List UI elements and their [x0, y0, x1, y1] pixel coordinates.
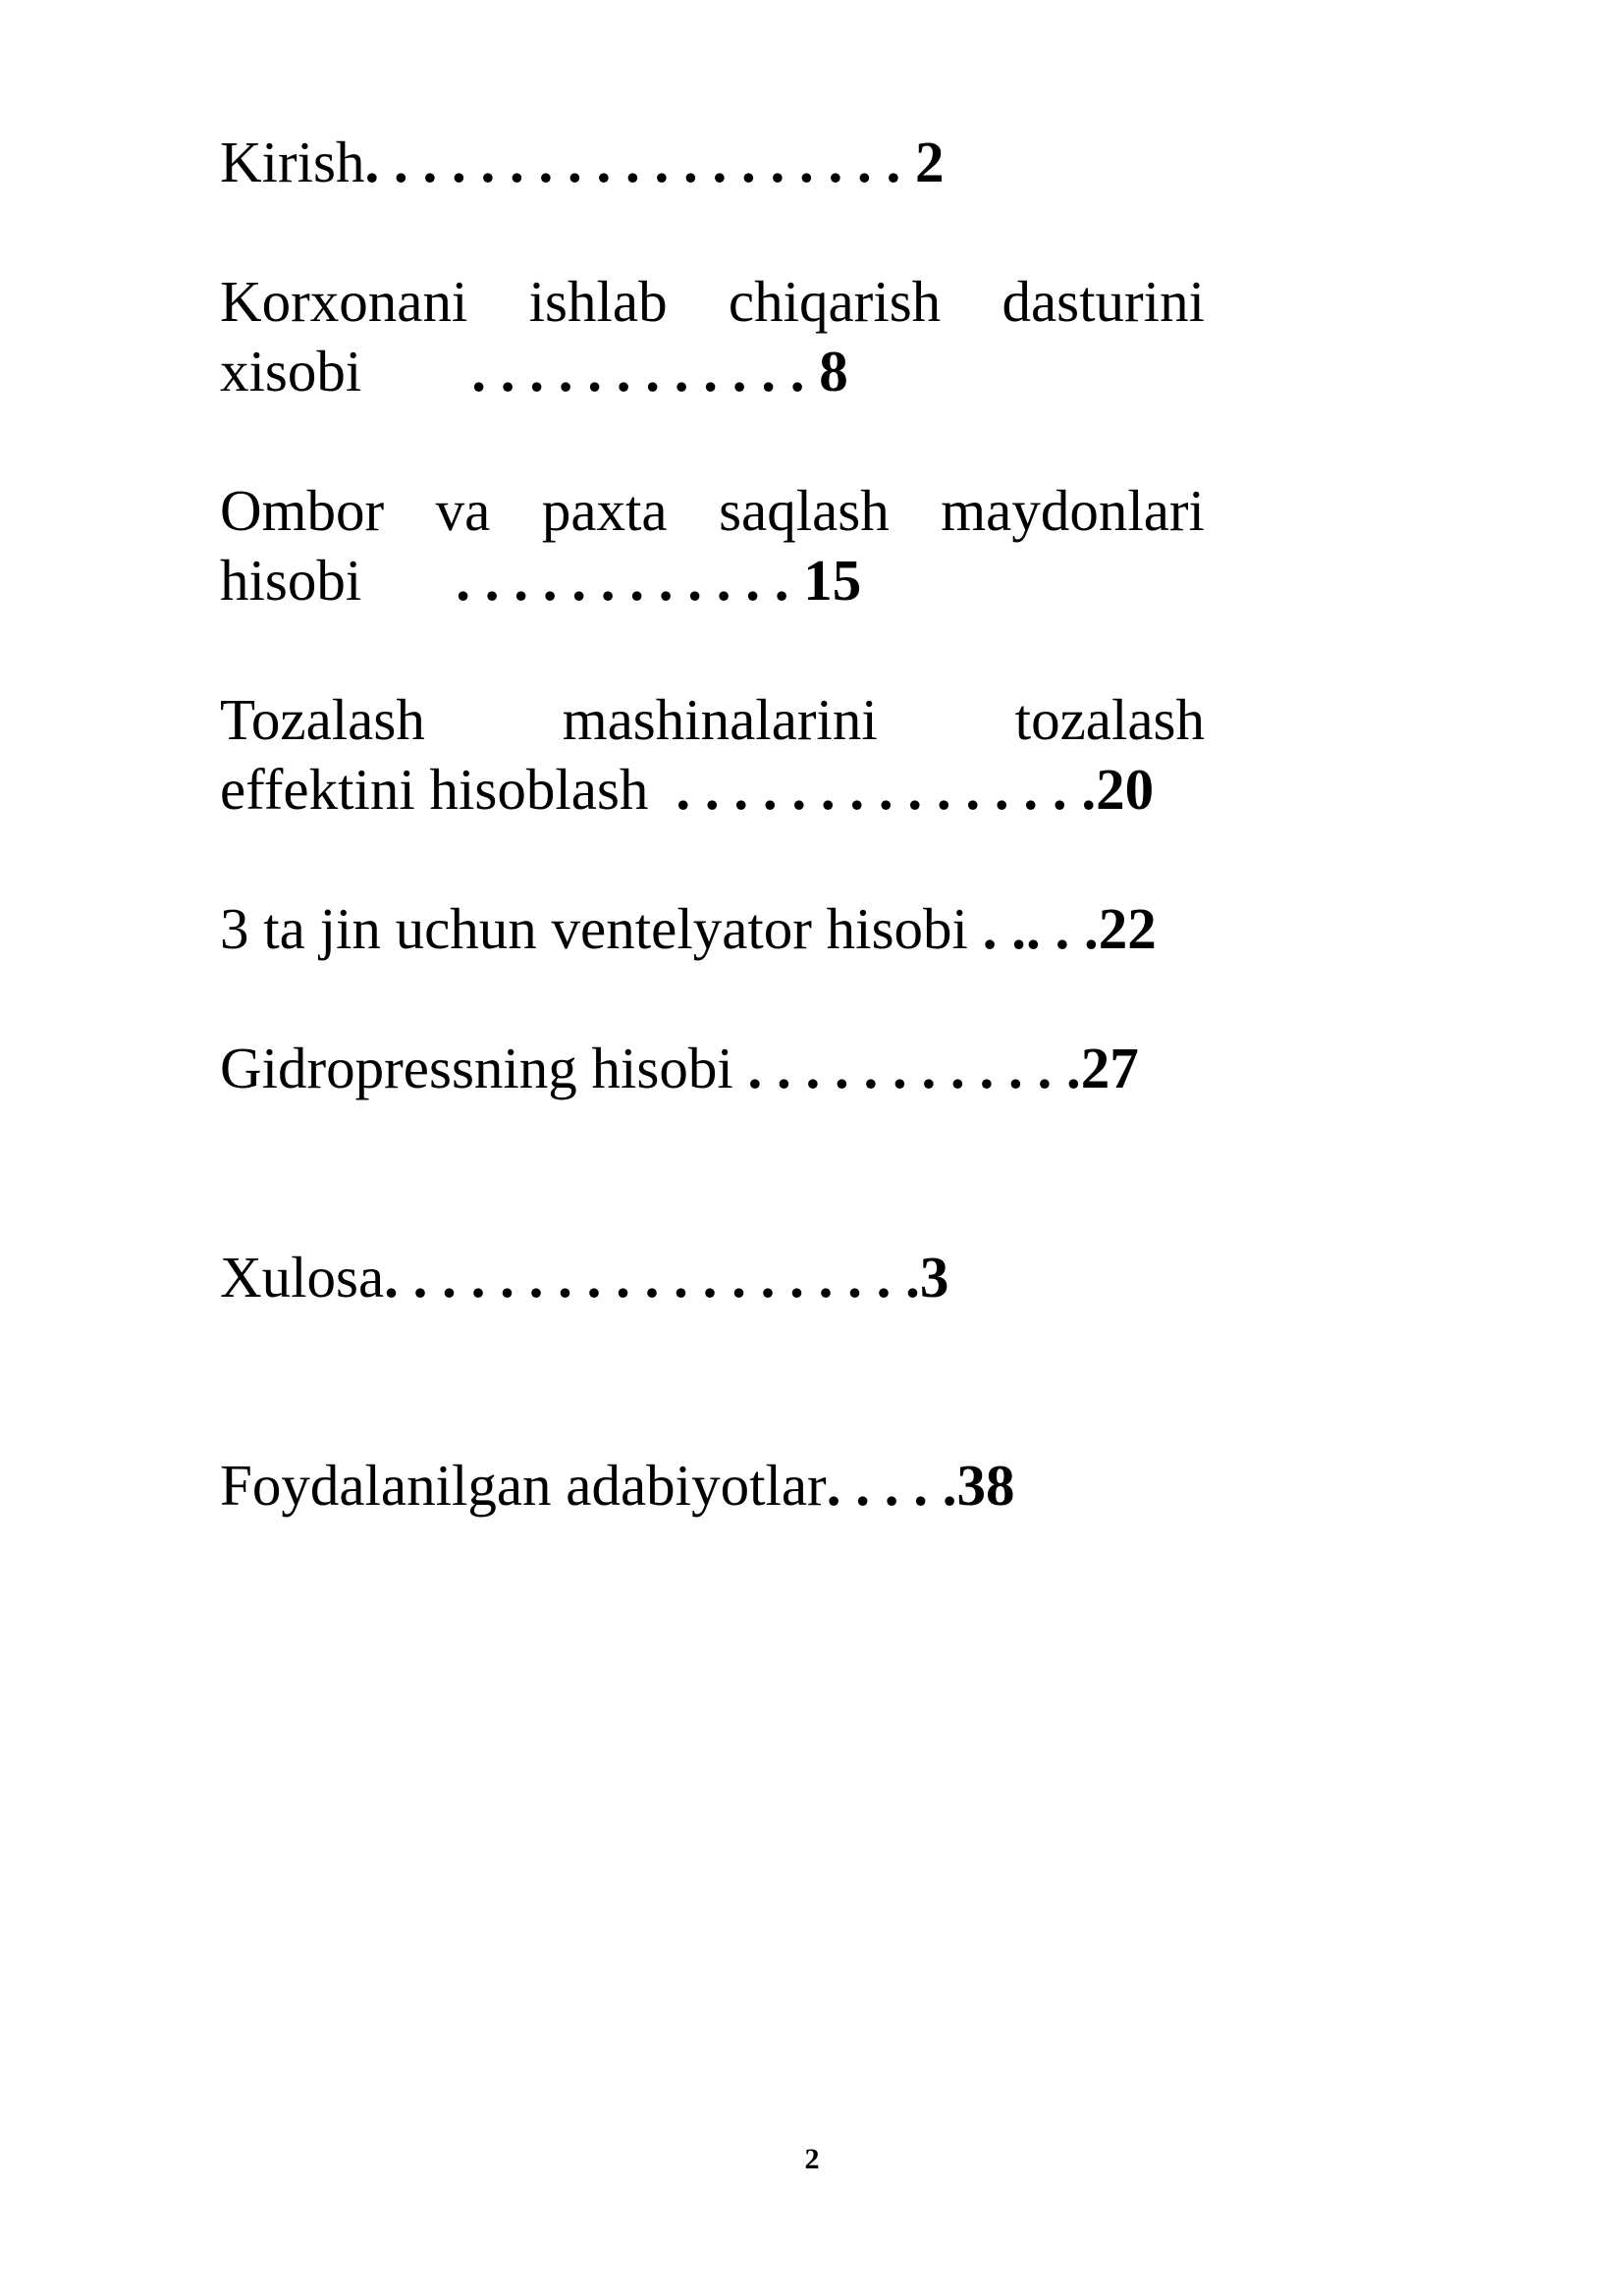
toc-leader-dots: . .. . . [982, 896, 1099, 961]
toc-leader-dots: . . . . . . . . . . . . . . . . . . . [364, 130, 901, 194]
toc-entry-gidropress[interactable] [220, 1034, 1139, 1103]
toc-title-line-1 [220, 685, 1205, 755]
toc-title: Foydalanilgan adabiyotlar [220, 1453, 827, 1518]
toc-title: Xulosa [220, 1245, 385, 1309]
toc-page-number: 3 [919, 1245, 949, 1309]
toc-page-number: 38 [956, 1453, 1015, 1518]
toc-word: tozalash [1014, 687, 1205, 752]
toc-word: paxta [541, 478, 668, 543]
toc-word: va [435, 478, 491, 543]
toc-title: effektini hisoblash [220, 757, 649, 822]
toc-title: Kirish [220, 130, 365, 194]
toc-leader-dots: . . . . . . . . . . . . . . . . . . . [384, 1245, 920, 1309]
toc-title: 3 ta jin uchun ventelyator hisobi [220, 896, 968, 961]
toc-page-number: 2 [915, 130, 945, 194]
toc-entry-tozalash[interactable] [220, 685, 1205, 825]
toc-leader-dots: . . . . . [826, 1453, 957, 1518]
toc-title-line-1 [220, 267, 1205, 337]
toc-entry-kirish[interactable] [220, 128, 945, 197]
toc-leader-dots: . . . . . . . . . . . . [747, 1036, 1081, 1100]
toc-word: Ombor [220, 478, 385, 543]
toc-title-line-2 [220, 755, 1205, 825]
toc-entry-ombor[interactable] [220, 476, 1205, 615]
toc-word: chiqarish [728, 269, 942, 334]
toc-title-line-2 [220, 337, 1205, 406]
toc-title-line-1 [220, 476, 1205, 546]
toc-entry-ventelyator[interactable] [220, 894, 1157, 964]
toc-leader-dots: . . . . . . . . . . . . [471, 339, 805, 403]
toc-leader-dots: . . . . . . . . . . . . [456, 548, 789, 613]
footer-page-number: 2 [804, 2143, 820, 2175]
toc-word: saqlash [719, 478, 890, 543]
toc-page-number: 27 [1080, 1036, 1139, 1100]
toc-page-number: 8 [819, 339, 848, 403]
toc-word: Korxonani [220, 269, 468, 334]
toc-page-number: 22 [1098, 896, 1157, 961]
toc-word: maydonlari [941, 478, 1205, 543]
toc-leader-dots: . . . . . . . . . . . . . . . [676, 757, 1097, 822]
toc-entry-korxonani[interactable] [220, 267, 1205, 406]
toc-title: hisobi [220, 548, 362, 613]
toc-page-number: 15 [803, 548, 862, 613]
toc-entry-xulosa[interactable] [220, 1243, 948, 1312]
toc-title: xisobi [220, 339, 362, 403]
toc-word: Tozalash [220, 687, 425, 752]
toc-title-line-2 [220, 546, 1205, 615]
toc-word: mashinalarini [562, 687, 878, 752]
toc-title: Gidropressning hisobi [220, 1036, 733, 1100]
toc-page-number: 20 [1096, 757, 1155, 822]
toc-entry-adabiyotlar[interactable] [220, 1451, 1014, 1521]
toc-word: dasturini [1001, 269, 1205, 334]
toc-word: ishlab [528, 269, 668, 334]
